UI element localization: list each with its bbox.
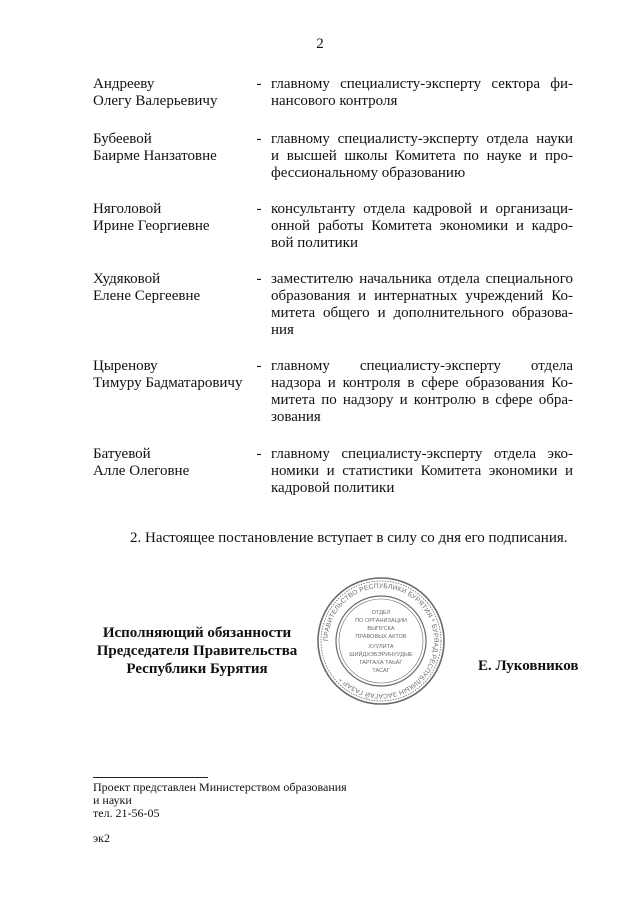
position-line: главному специалисту-эксперту отдела <box>271 358 573 374</box>
signatory-title <box>70 624 324 678</box>
effective-clause: 2. Настоящее постановление вступает в силу со дня его подписания. <box>130 530 568 546</box>
seal-inner-line: ПО ОРГАНИЗАЦИИ <box>355 618 407 624</box>
position-line: фессиональному образованию <box>271 165 466 181</box>
entry-name <box>93 358 253 392</box>
entry-dash: - <box>256 131 262 147</box>
name-line: Баирме Нанзатовне <box>93 148 217 164</box>
position-line: ния <box>271 322 294 338</box>
signatory-title-line: Председателя Правительства <box>96 643 298 659</box>
official-seal <box>316 576 446 706</box>
entry-dash: - <box>256 201 262 217</box>
entry-name <box>93 76 253 110</box>
document-code: эк2 <box>93 831 110 845</box>
page-number: 2 <box>316 36 324 52</box>
position-line: и высшей школы Комитета по науке и про- <box>271 148 573 164</box>
position-line: образования и интернатных учреждений Ко- <box>271 288 573 304</box>
entry-position <box>271 446 573 497</box>
position-line: митета по надзору и контролю в сфере обра- <box>271 392 573 408</box>
entry-dash: - <box>256 358 262 374</box>
name-line: Цыренову <box>93 358 158 374</box>
name-line: Ирине Георгиевне <box>93 218 210 234</box>
footnote-divider <box>93 777 208 778</box>
entry-position <box>271 271 573 339</box>
entry-position <box>271 131 573 182</box>
seal-inner-line: ШИЙДХЭБЭРИНУУДЫЕ <box>349 652 413 658</box>
footnote-line: тел. 21-56-05 <box>93 806 160 820</box>
position-line: кадровой политики <box>271 480 395 496</box>
entry-name <box>93 131 253 165</box>
position-line: заместителю начальника отдела специального <box>271 271 573 287</box>
name-line: Алле Олеговне <box>93 463 190 479</box>
position-line: нансового контроля <box>271 93 398 109</box>
position-line: консультанту отдела кадровой и организаци- <box>271 201 573 217</box>
position-line: вой политики <box>271 235 358 251</box>
seal-inner-line: ПРАВОВЫХ АКТОВ <box>355 634 407 640</box>
position-line: номики и статистики Комитета экономики и <box>271 463 573 479</box>
position-line: онной работы Комитета экономики и кадро- <box>271 218 573 234</box>
seal-inner-line: ТАСАГ <box>372 668 390 674</box>
name-line: Олегу Валерьевичу <box>93 93 218 109</box>
entry-name <box>93 446 253 480</box>
entry-dash: - <box>256 271 262 287</box>
entry-position <box>271 358 573 426</box>
signatory-title-line: Республики Бурятия <box>126 661 268 677</box>
seal-inner-line: ОТДЕЛ <box>371 610 391 616</box>
name-line: Батуевой <box>93 446 151 462</box>
position-line: митета общего и дополнительного образова- <box>271 305 573 321</box>
position-line: главному специалисту-эксперту отдела эко- <box>271 446 573 462</box>
name-line: Тимуру Бадматаровичу <box>93 375 243 391</box>
position-line: надзора и контроля в сфере образования Ко- <box>271 375 573 391</box>
position-line: главному специалисту-эксперту сектора фи- <box>271 76 573 92</box>
seal-inner-line: ГАРГАХА ТАЬАГ <box>359 660 403 666</box>
name-line: Елене Сергеевне <box>93 288 201 304</box>
seal-inner-line: ВЫПУСКА <box>367 626 395 632</box>
seal-inner-line: ХУУЛИТА <box>368 644 394 650</box>
name-line: Андрееву <box>93 76 155 92</box>
entry-dash: - <box>256 446 262 462</box>
entry-name <box>93 201 253 235</box>
signatory-name: Е. Луковников <box>478 658 579 674</box>
seal-outer-text: ПРАВИТЕЛЬСТВО РЕСПУБЛИКИ БУРЯТИЯ * БУРЯАД РЕСПУБЛИКЫН ЗАСАГАЙ ГАЗАР * <box>322 582 440 700</box>
seal-outer-ring <box>318 578 444 704</box>
entry-dash: - <box>256 76 262 92</box>
position-line: зования <box>271 409 321 425</box>
name-line: Няголовой <box>93 201 162 217</box>
name-line: Бубеевой <box>93 131 152 147</box>
footnote-line: и науки <box>93 793 132 807</box>
entry-name <box>93 271 253 305</box>
position-line: главному специалисту-эксперту отдела науки <box>271 131 573 147</box>
footnote <box>93 781 347 820</box>
entry-position <box>271 76 573 110</box>
name-line: Худяковой <box>93 271 161 287</box>
footnote-line: Проект представлен Министерством образования <box>93 780 347 794</box>
entry-position <box>271 201 573 252</box>
signatory-title-line: Исполняющий обязанности <box>102 625 292 641</box>
